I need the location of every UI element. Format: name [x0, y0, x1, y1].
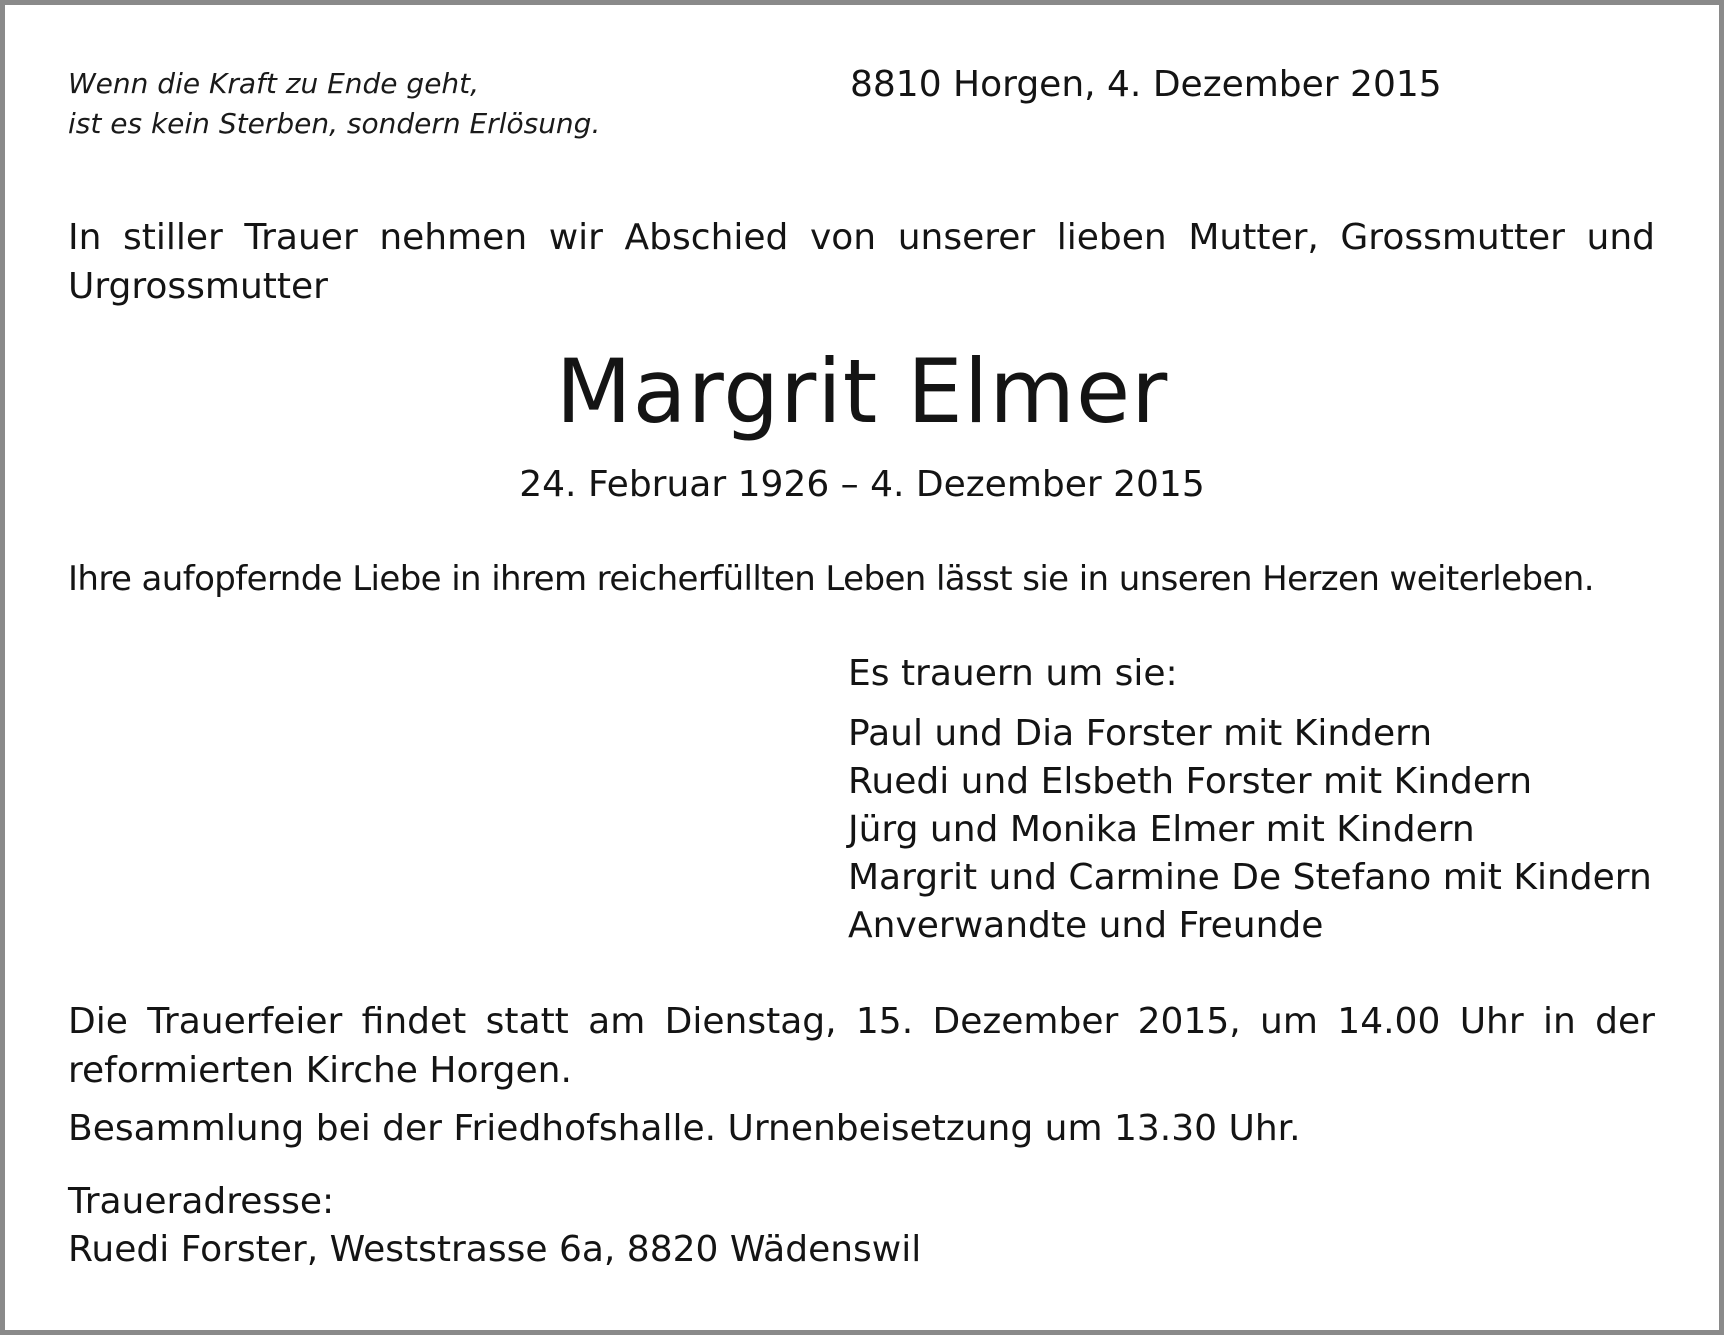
mourner-item: Paul und Dia Forster mit Kindern: [848, 713, 1433, 754]
lifespan-dates: 24. Februar 1926 – 4. Dezember 2015: [519, 464, 1205, 505]
deceased-name: Margrit Elmer: [555, 340, 1169, 443]
mourners-list: [848, 710, 1652, 950]
mourner-item: Anverwandte und Freunde: [848, 905, 1324, 946]
assembly-note: Besammlung bei der Friedhofshalle. Urnenbeisetzung um 13.30 Uhr.: [68, 1108, 1301, 1149]
mourning-address-label: Traueradresse:: [68, 1181, 335, 1222]
motto-quote: [68, 64, 600, 144]
service-line-1: Die Trauerfeier findet statt am Dienstag, 15. Dezember 2015, um 14.00 Uhr in der: [68, 1001, 1655, 1042]
motto-line-1: Wenn die Kraft zu Ende geht,: [68, 67, 480, 100]
intro-line-2: Urgrossmutter: [68, 266, 328, 307]
intro-paragraph: [68, 213, 1655, 311]
mourners-heading: Es trauern um sie:: [848, 653, 1178, 694]
motto-line-2: ist es kein Sterben, sondern Erlösung.: [68, 107, 601, 140]
service-paragraph: [68, 997, 1655, 1095]
service-line-2: reformierten Kirche Horgen.: [68, 1050, 572, 1091]
tribute-text: Ihre aufopfernde Liebe in ihrem reicherfüllten Leben lässt sie in unseren Herzen weiterleben.: [68, 559, 1594, 599]
mourning-address: Ruedi Forster, Weststrasse 6a, 8820 Wädenswil: [68, 1229, 922, 1270]
place-date: 8810 Horgen, 4. Dezember 2015: [850, 64, 1442, 105]
mourner-item: Margrit und Carmine De Stefano mit Kindern: [848, 857, 1652, 898]
intro-line-1: In stiller Trauer nehmen wir Abschied von unserer lieben Mutter, Grossmutter und: [68, 217, 1655, 258]
mourner-item: Jürg und Monika Elmer mit Kindern: [848, 809, 1475, 850]
mourner-item: Ruedi und Elsbeth Forster mit Kindern: [848, 761, 1533, 802]
